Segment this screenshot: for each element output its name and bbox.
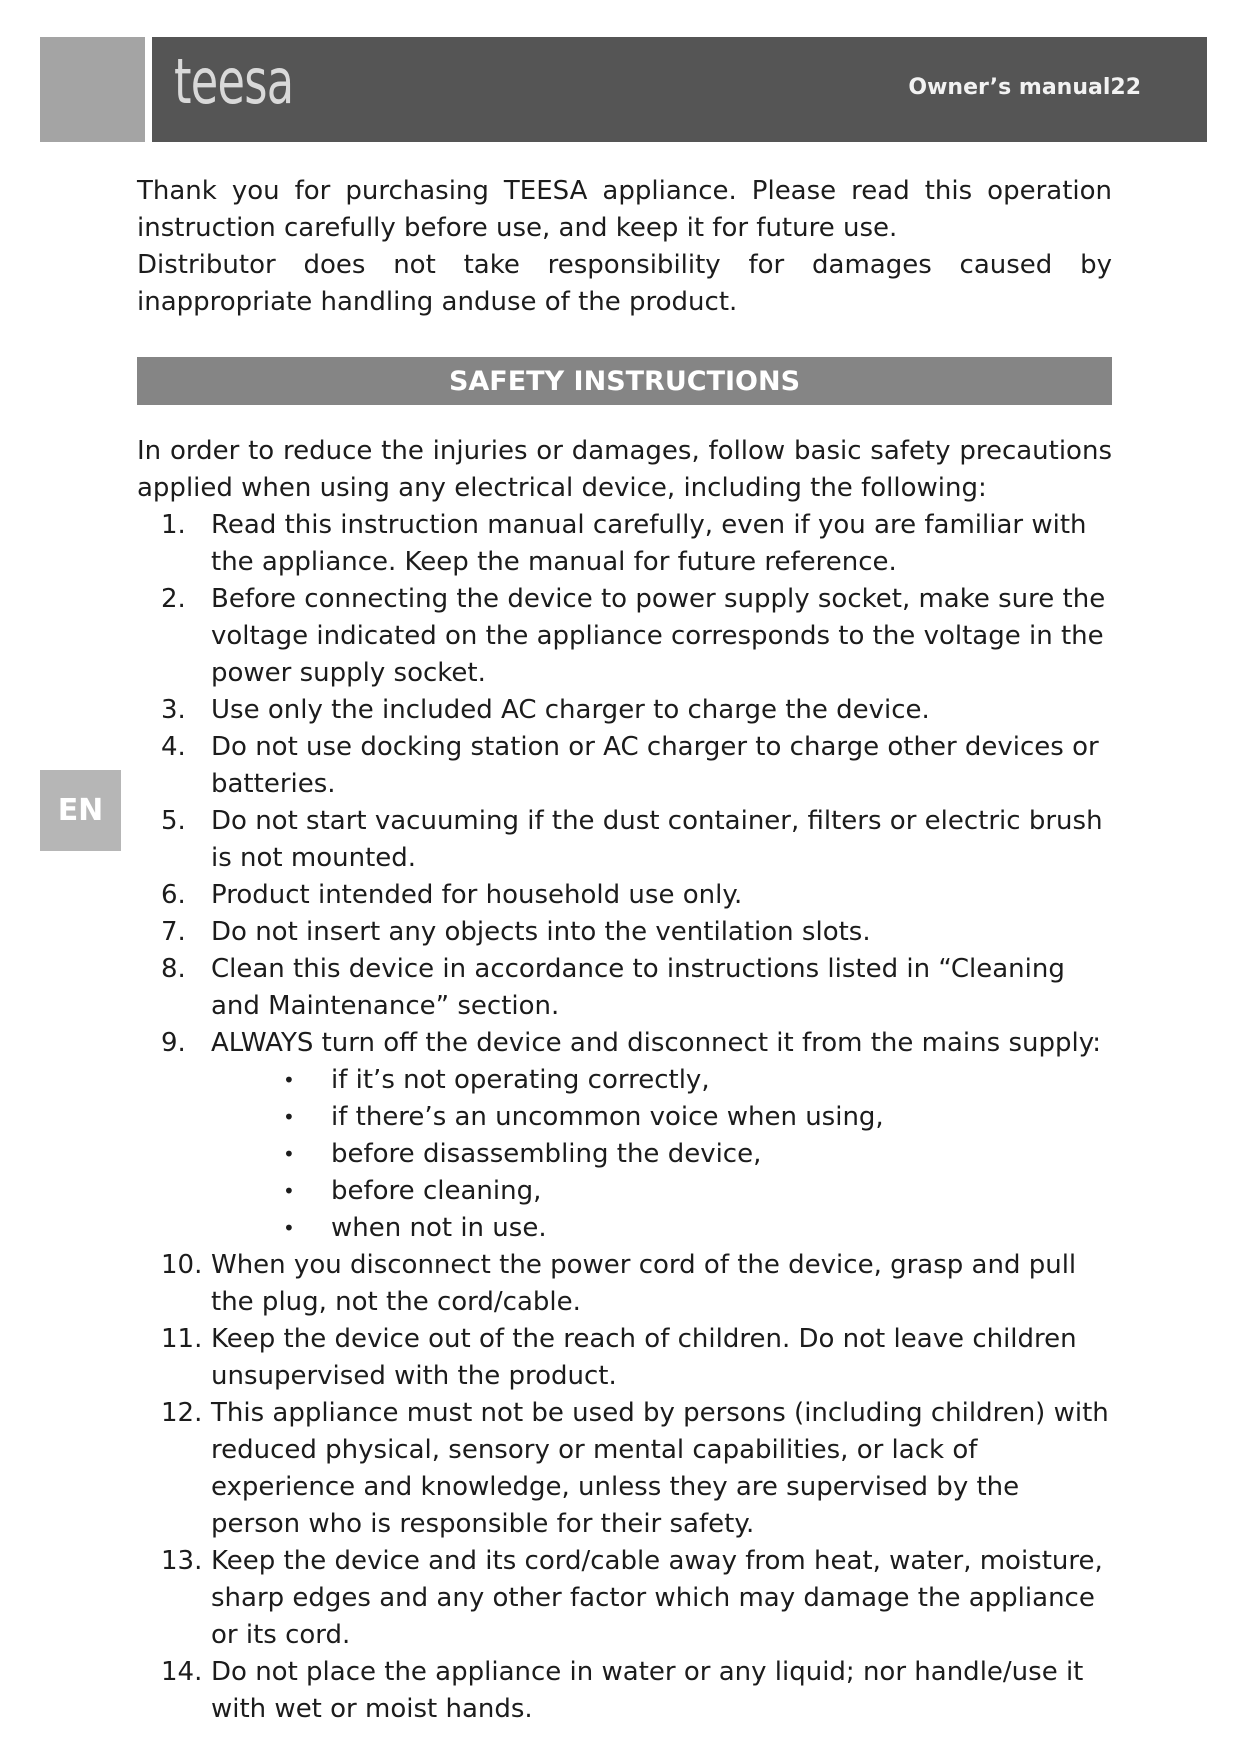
item-number: 10.	[161, 1250, 203, 1280]
header-bar	[152, 37, 1207, 142]
sub-bullet-list	[211, 1062, 1112, 1247]
list-item	[137, 951, 1112, 1025]
item-text: Clean this device in accordance to instructions listed in “Cleaning and Maintenance” section.	[211, 954, 1065, 1021]
list-item	[137, 507, 1112, 581]
item-number: 6.	[161, 880, 186, 910]
item-number: 12.	[161, 1398, 203, 1428]
bullet-text: • before disassembling the device,	[331, 1139, 762, 1169]
list-item	[137, 729, 1112, 803]
item-number: 2.	[161, 584, 186, 614]
bullet-text: • when not in use.	[331, 1213, 547, 1243]
list-item	[137, 1395, 1112, 1543]
item-number: 4.	[161, 732, 186, 762]
bullet-text: • if it’s not operating correctly,	[331, 1065, 710, 1095]
item-text: ALWAYS turn off the device and disconnect it from the mains supply:	[211, 1028, 1101, 1058]
list-item	[137, 1247, 1112, 1321]
list-item	[137, 1654, 1112, 1728]
item-text: Before connecting the device to power supply socket, make sure the voltage indicated on the appliance corresponds to the voltage in the power supply socket.	[211, 584, 1106, 688]
item-text: When you disconnect the power cord of the device, grasp and pull the plug, not the cord/cable.	[211, 1250, 1077, 1317]
item-text: Keep the device out of the reach of children. Do not leave children unsupervised with the product.	[211, 1324, 1077, 1391]
item-number: 7.	[161, 917, 186, 947]
item-text: Do not place the appliance in water or any liquid; nor handle/use it with wet or moist hands.	[211, 1657, 1084, 1724]
intro-paragraph: Thank you for purchasing TEESA appliance. Please read this operation instruction carefully before use, and keep it for future use.	[137, 176, 1112, 243]
item-number: 9.	[161, 1028, 186, 1058]
item-number: 8.	[161, 954, 186, 984]
header-side-block	[40, 37, 145, 142]
intro	[137, 173, 1112, 321]
item-number: 1.	[161, 510, 186, 540]
bullet-item	[211, 1210, 1112, 1247]
item-number: 11.	[161, 1324, 203, 1354]
bullet-item	[211, 1136, 1112, 1173]
list-item	[137, 1025, 1112, 1247]
item-number: 14.	[161, 1657, 203, 1687]
safety-rules-list	[137, 507, 1112, 1728]
bullet-item	[211, 1062, 1112, 1099]
item-text: Do not insert any objects into the ventilation slots.	[211, 917, 871, 947]
bullet-text: • if there’s an uncommon voice when using,	[331, 1102, 884, 1132]
item-text: Do not use docking station or AC charger to charge other devices or batteries.	[211, 732, 1099, 799]
bullet-item	[211, 1173, 1112, 1210]
header-title: Owner’s manual22	[908, 75, 1141, 100]
item-number: 5.	[161, 806, 186, 836]
list-item	[137, 692, 1112, 729]
list-item	[137, 581, 1112, 692]
item-text: Use only the included AC charger to charge the device.	[211, 695, 930, 725]
item-text: Keep the device and its cord/cable away from heat, water, moisture, sharp edges and any other factor which may damage the appliance or its cord.	[211, 1546, 1103, 1650]
section-heading: SAFETY INSTRUCTIONS	[137, 357, 1112, 405]
list-item	[137, 877, 1112, 914]
item-text: Do not start vacuuming if the dust container, filters or electric brush is not mounted.	[211, 806, 1103, 873]
item-text: This appliance must not be used by persons (including children) with reduced physical, sensory or mental capabilities, or lack of experience and knowledge, unless they are supervised by the person who is responsible for their safety.	[211, 1398, 1109, 1539]
bullet-item	[211, 1099, 1112, 1136]
item-number: 13.	[161, 1546, 203, 1576]
brand-logo: teesa	[174, 45, 294, 118]
list-item	[137, 1321, 1112, 1395]
list-item	[137, 1543, 1112, 1654]
language-tab: EN	[40, 770, 121, 851]
item-number: 3.	[161, 695, 186, 725]
intro-paragraph: Distributor does not take responsibility for damages caused by inappropriate handling anduse of the product.	[137, 250, 1112, 317]
item-text: Product intended for household use only.	[211, 880, 743, 910]
list-item	[137, 914, 1112, 951]
section-lead: In order to reduce the injuries or damages, follow basic safety precautions applied when using any electrical device, including the following:	[137, 436, 1112, 503]
manual-content	[137, 173, 1112, 1728]
item-text: Read this instruction manual carefully, even if you are familiar with the appliance. Keep the manual for future reference.	[211, 510, 1087, 577]
list-item	[137, 803, 1112, 877]
bullet-text: • before cleaning,	[331, 1176, 542, 1206]
